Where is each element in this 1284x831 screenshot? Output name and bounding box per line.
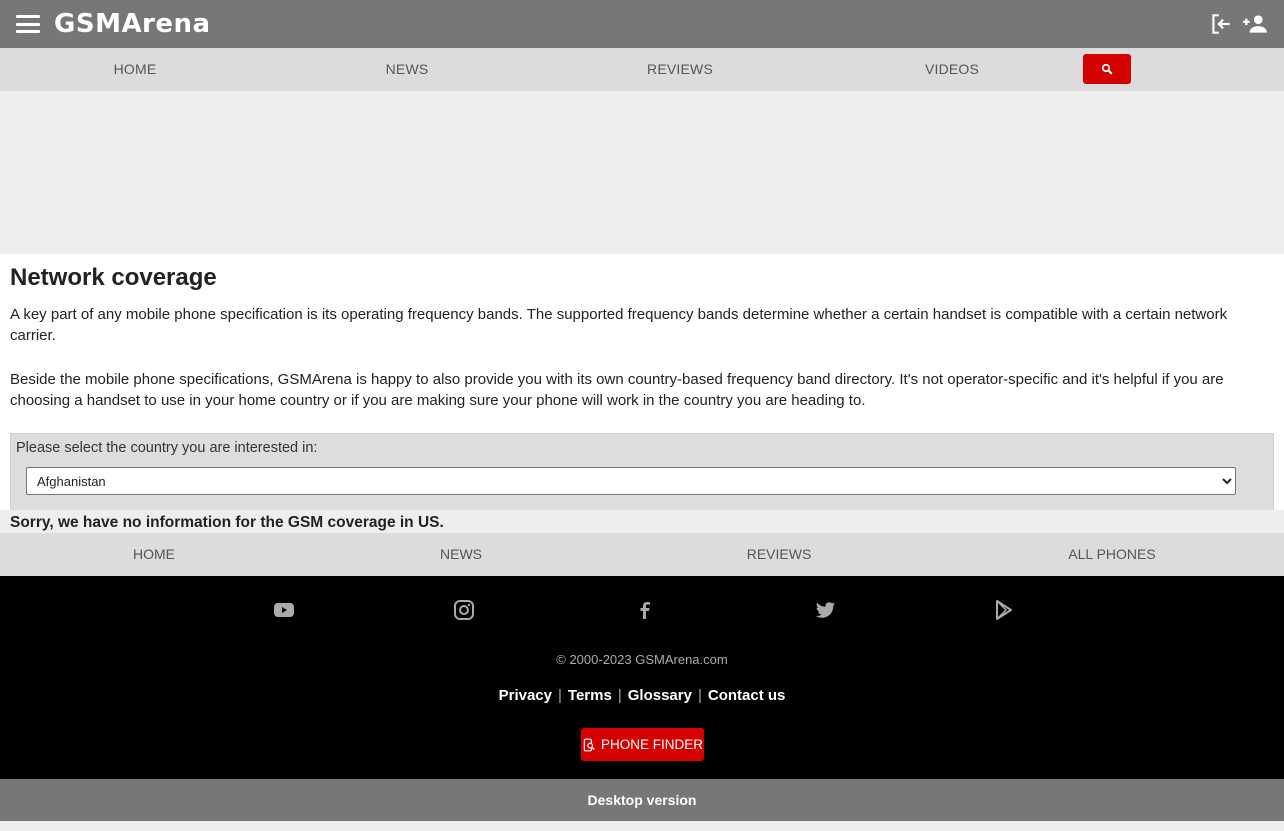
footer bbox=[0, 576, 1284, 779]
desktop-version-link[interactable]: Desktop version bbox=[0, 779, 1284, 821]
page-title: Network coverage bbox=[10, 264, 217, 291]
nav-videos[interactable]: VIDEOS bbox=[924, 61, 980, 77]
select-label: Please select the country you are interested in: bbox=[16, 440, 318, 456]
intro-paragraph: A key part of any mobile phone specification is its operating frequency bands. The supported frequency bands determine whether a certain handset is compatible with a certain network carrier. bbox=[10, 306, 1228, 344]
country-select[interactable] bbox=[26, 467, 1236, 495]
footer-nav-news[interactable]: NEWS bbox=[440, 546, 482, 562]
terms-link[interactable]: Terms bbox=[567, 687, 612, 704]
facebook-icon[interactable] bbox=[633, 598, 657, 622]
nav-news[interactable]: NEWS bbox=[385, 61, 429, 77]
search-icon bbox=[1101, 63, 1113, 75]
logo[interactable]: GSMArena bbox=[54, 9, 211, 39]
phone-finder-icon bbox=[582, 738, 596, 752]
instagram-icon[interactable] bbox=[452, 598, 476, 622]
privacy-link[interactable]: Privacy bbox=[498, 687, 552, 704]
footer-links: Privacy | Terms | Glossary | Contact us bbox=[498, 687, 786, 704]
main-nav bbox=[0, 48, 1284, 91]
search-button[interactable] bbox=[1083, 54, 1131, 84]
country-select-box bbox=[10, 433, 1274, 511]
youtube-icon[interactable] bbox=[272, 598, 296, 622]
login-icon[interactable] bbox=[1208, 11, 1234, 37]
top-icons bbox=[1208, 11, 1268, 37]
phone-finder-button[interactable] bbox=[581, 728, 704, 761]
contact-link[interactable]: Contact us bbox=[707, 687, 786, 704]
phone-finder-label: PHONE FINDER bbox=[600, 737, 703, 752]
nav-reviews[interactable]: REVIEWS bbox=[647, 61, 713, 77]
main-content bbox=[0, 254, 1284, 531]
nav-home[interactable]: HOME bbox=[113, 61, 157, 77]
footer-nav-all-phones[interactable]: ALL PHONES bbox=[1068, 546, 1156, 562]
google-play-icon[interactable] bbox=[992, 598, 1016, 622]
directory-paragraph: Beside the mobile phone specifications, GSMArena is happy to also provide you with its own country-based frequency band directory. It's not operator-specific and it's helpful if you are choosing a handset to use in your home country or if you are making sure your phone will work in the country you are heading to. bbox=[10, 371, 1224, 409]
top-bar bbox=[0, 0, 1284, 48]
footer-nav-home[interactable]: HOME bbox=[133, 546, 175, 562]
no-info-message: Sorry, we have no information for the GSM coverage in US. bbox=[10, 514, 444, 531]
copyright: © 2000-2023 GSMArena.com bbox=[556, 652, 728, 667]
menu-icon[interactable] bbox=[16, 15, 40, 33]
add-user-icon[interactable] bbox=[1242, 11, 1268, 37]
twitter-icon[interactable] bbox=[813, 598, 837, 622]
footer-nav bbox=[0, 533, 1284, 576]
footer-nav-reviews[interactable]: REVIEWS bbox=[746, 546, 812, 562]
glossary-link[interactable]: Glossary bbox=[627, 687, 692, 704]
ad-area bbox=[0, 91, 1284, 254]
